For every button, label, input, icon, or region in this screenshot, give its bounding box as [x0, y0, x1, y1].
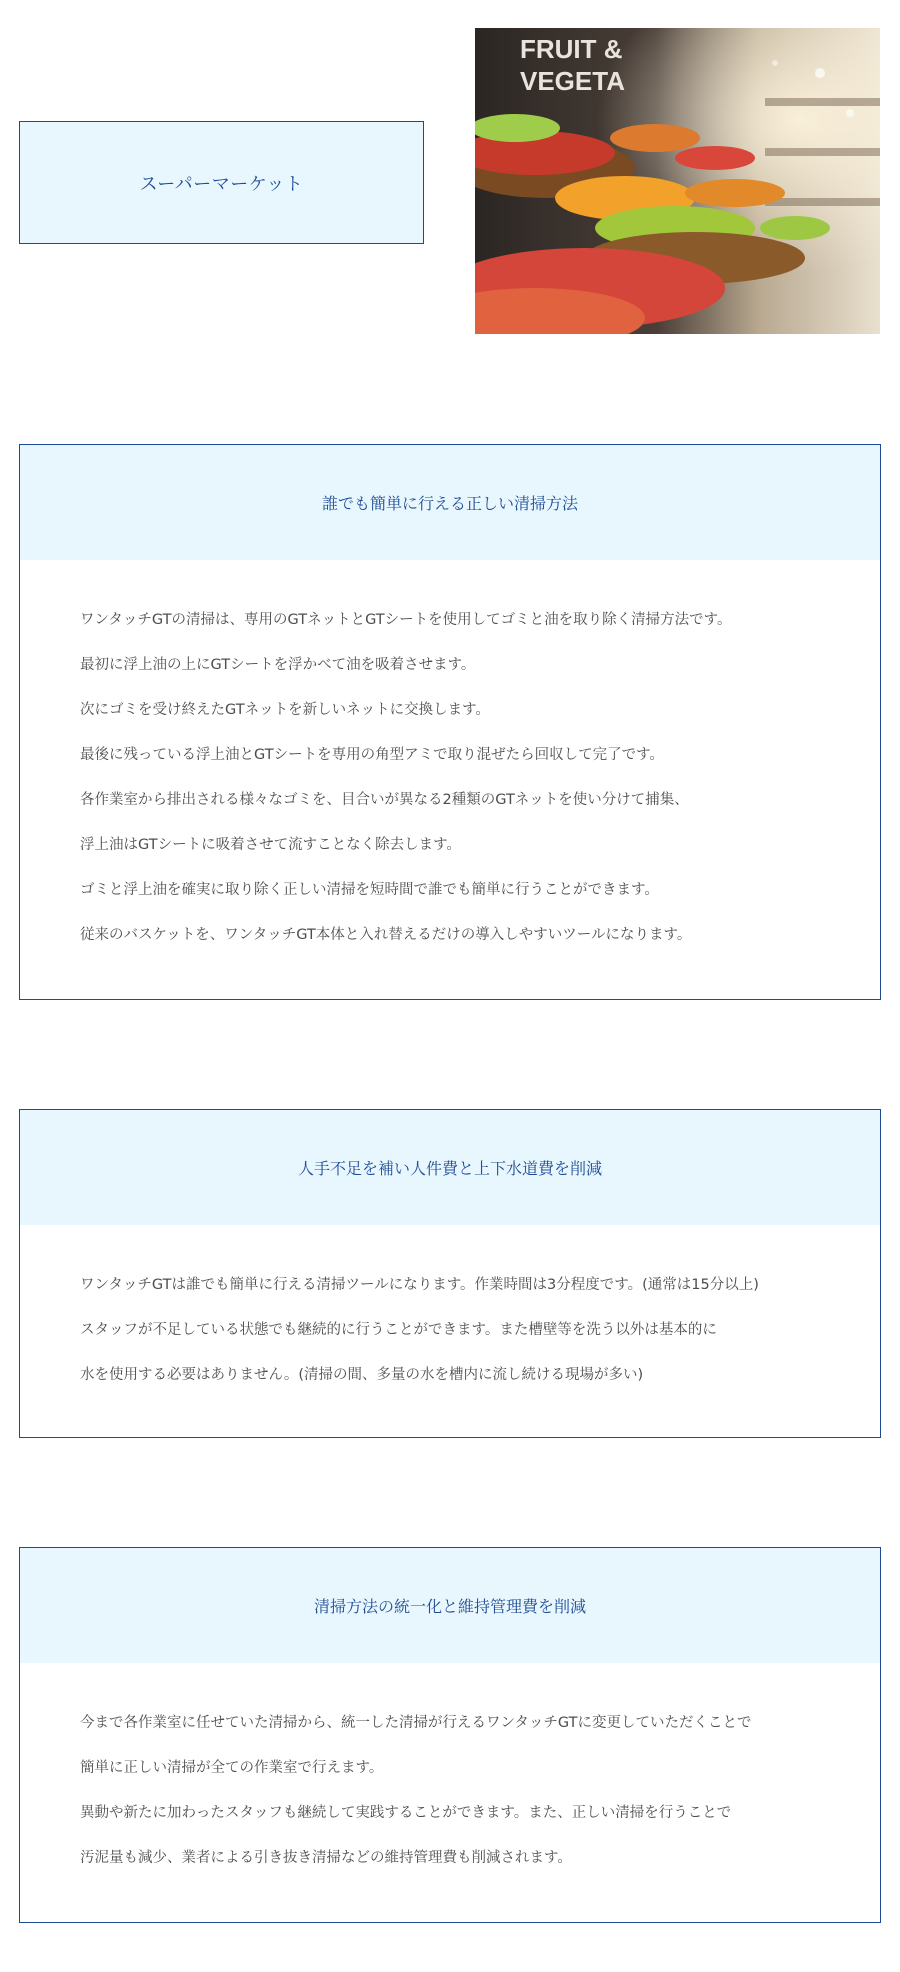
section-body: [20, 560, 880, 986]
body-line: 今まで各作業室に任せていた清掃から、統一した清掃が行えるワンタッチGTに変更していただくことで: [80, 1715, 752, 1731]
body-line: ゴミと浮上油を確実に取り除く正しい清掃を短時間で誰でも簡単に行うことができます。: [80, 882, 659, 898]
body-line: スタッフが不足している状態でも継続的に行うことができます。また槽壁等を洗う以外は基本的に: [80, 1322, 717, 1338]
section-card-maintenance-cost: [19, 1547, 881, 1923]
body-line: 水を使用する必要はありません。(清掃の間、多量の水を槽内に流し続ける現場が多い): [80, 1367, 644, 1383]
section-card-labor-cost: [19, 1109, 881, 1438]
body-line: 異動や新たに加わったスタッフも継続して実践することができます。また、正しい清掃を行うことで: [80, 1805, 732, 1821]
category-label: スーパーマーケット: [139, 173, 304, 195]
body-line: 浮上油はGTシートに吸着させて流すことなく除去します。: [80, 837, 461, 853]
section-body: [20, 1663, 880, 1909]
section-body: [20, 1225, 880, 1426]
category-label-box: [19, 121, 424, 244]
produce-market-photo: [475, 28, 880, 334]
top-section: [0, 0, 900, 360]
body-line: 最後に残っている浮上油とGTシートを専用の角型アミで取り混ぜたら回収して完了です。: [80, 747, 664, 763]
sign-text: FRUIT &: [520, 34, 623, 64]
svg-text:VEGETA: VEGETA: [520, 66, 625, 96]
body-line: 各作業室から排出される様々なゴミを、目合いが異なる2種類のGTネットを使い分けて捕集、: [80, 792, 689, 808]
section-header: [20, 445, 880, 560]
section-title: 誰でも簡単に行える正しい清掃方法: [321, 494, 578, 513]
section-header: [20, 1110, 880, 1225]
section-title: 人手不足を補い人件費と上下水道費を削減: [297, 1159, 602, 1178]
body-line: 最初に浮上油の上にGTシートを浮かべて油を吸着させます。: [80, 657, 476, 673]
body-line: 次にゴミを受け終えたGTネットを新しいネットに交換します。: [80, 702, 490, 718]
body-line: ワンタッチGTは誰でも簡単に行える清掃ツールになります。作業時間は3分程度です。(通常は15分以上): [80, 1277, 759, 1293]
section-title: 清掃方法の統一化と維持管理費を削減: [313, 1597, 586, 1616]
body-line: 簡単に正しい清掃が全ての作業室で行えます。: [80, 1760, 384, 1776]
body-line: 汚泥量も減少、業者による引き抜き清掃などの維持管理費も削減されます。: [80, 1850, 572, 1866]
body-line: ワンタッチGTの清掃は、専用のGTネットとGTシートを使用してゴミと油を取り除く清掃方法です。: [80, 612, 732, 628]
section-header: [20, 1548, 880, 1663]
section-card-cleaning-method: [19, 444, 881, 1000]
body-line: 従来のバスケットを、ワンタッチGT本体と入れ替えるだけの導入しやすいツールになります。: [80, 927, 692, 943]
